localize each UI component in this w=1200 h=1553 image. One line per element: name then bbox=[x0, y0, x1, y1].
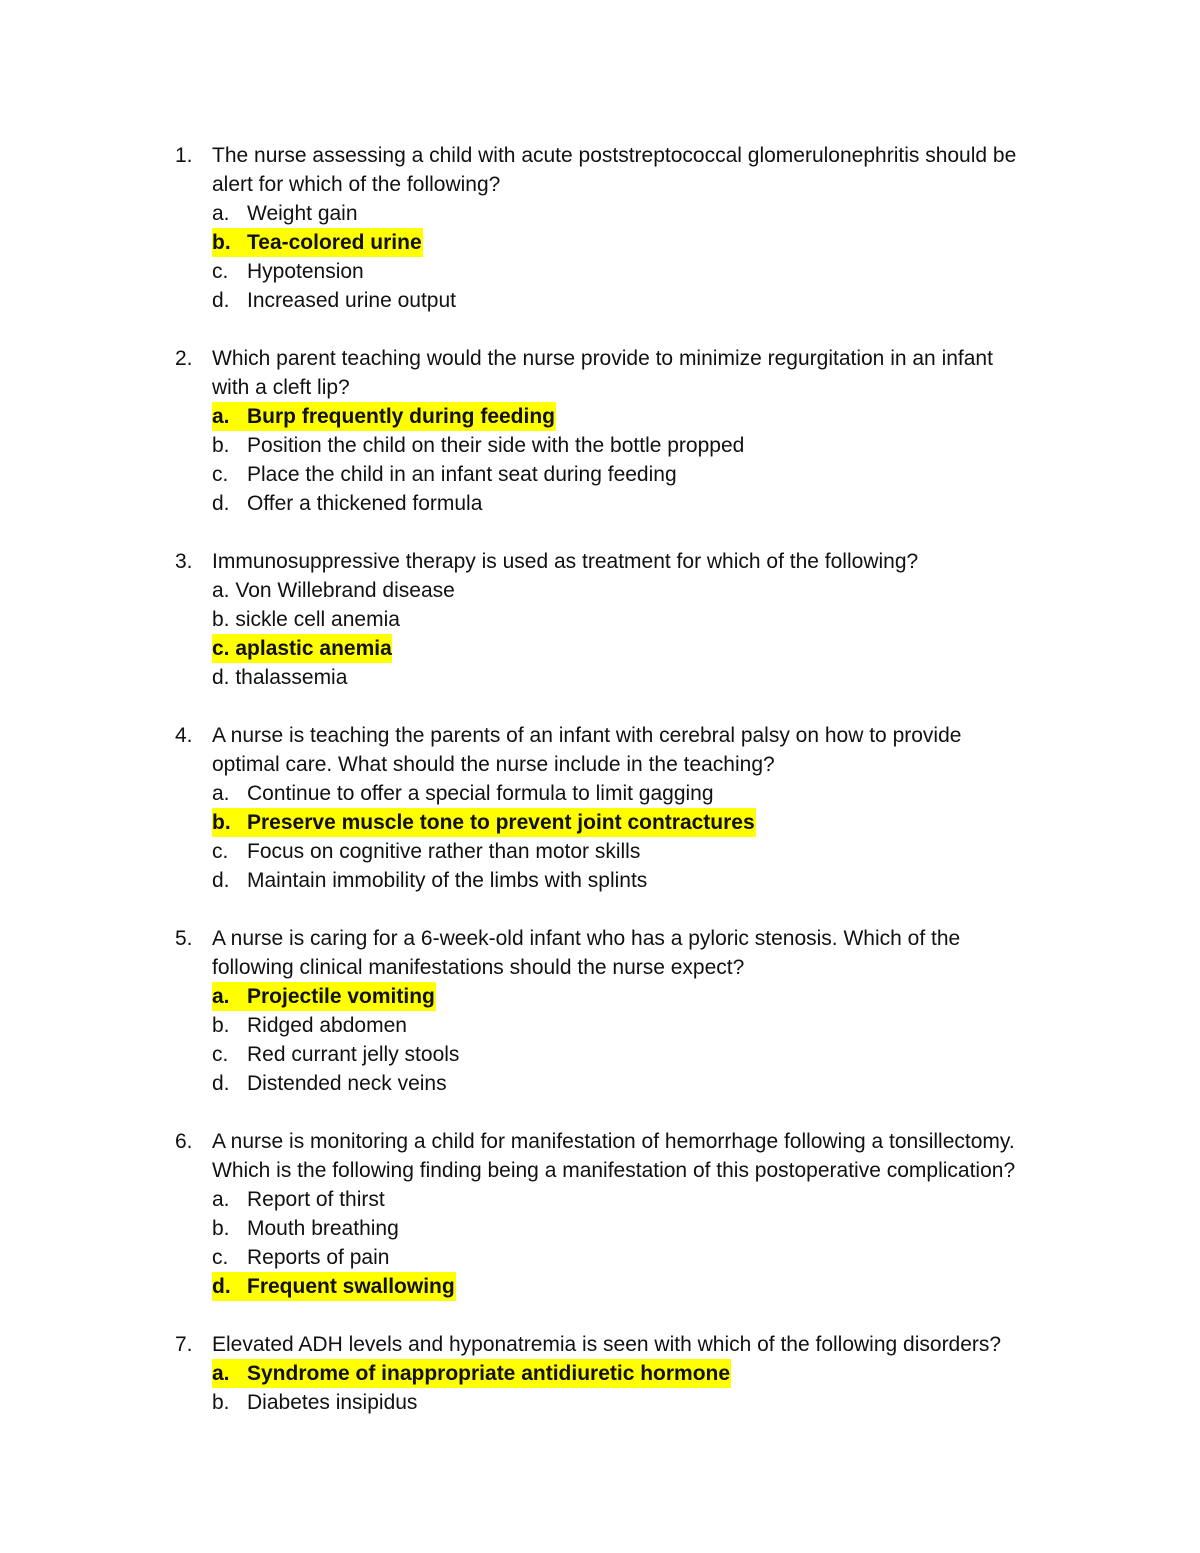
option-letter: d. bbox=[212, 1272, 251, 1301]
answer-option bbox=[0, 837, 1200, 866]
answer-option bbox=[0, 460, 1200, 489]
question-3 bbox=[0, 547, 1200, 692]
question-text: The nurse assessing a child with acute poststreptococcal glomerulonephritis should be bbox=[212, 144, 1017, 167]
option-text: Red currant jelly stools bbox=[247, 1043, 460, 1066]
question-number: 2. bbox=[175, 347, 193, 370]
option-letter: a. bbox=[212, 782, 230, 805]
answer-option bbox=[0, 431, 1200, 460]
question-number: 6. bbox=[175, 1130, 193, 1153]
answer-option-correct bbox=[0, 1272, 1200, 1301]
question-text: alert for which of the following? bbox=[212, 173, 501, 196]
option-text: Diabetes insipidus bbox=[247, 1391, 418, 1414]
option-letter: d. bbox=[212, 289, 230, 312]
option-text: Maintain immobility of the limbs with splints bbox=[247, 869, 648, 892]
answer-option bbox=[0, 1011, 1200, 1040]
question-5 bbox=[0, 924, 1200, 1098]
option-letter: c. bbox=[212, 840, 229, 863]
option-letter: a. bbox=[212, 982, 250, 1011]
question-line bbox=[0, 1156, 1200, 1185]
answer-option bbox=[0, 1185, 1200, 1214]
option-letter: a. bbox=[212, 402, 250, 431]
answer-option bbox=[0, 257, 1200, 286]
question-text: A nurse is caring for a 6-week-old infant who has a pyloric stenosis. Which of the bbox=[212, 927, 961, 950]
question-text: Elevated ADH levels and hyponatremia is seen with which of the following disorders? bbox=[212, 1333, 1002, 1356]
option-letter: c. bbox=[212, 260, 229, 283]
option-text: d. thalassemia bbox=[212, 666, 348, 689]
question-number: 4. bbox=[175, 724, 193, 747]
answer-option bbox=[0, 779, 1200, 808]
option-letter: a. bbox=[212, 1188, 230, 1211]
option-letter: b. bbox=[212, 1217, 230, 1240]
answer-option bbox=[0, 866, 1200, 895]
answer-option-correct bbox=[0, 228, 1200, 257]
answer-option bbox=[0, 1388, 1200, 1417]
option-letter: d. bbox=[212, 869, 230, 892]
option-text: Burp frequently during feeding bbox=[247, 402, 556, 431]
option-text: c. aplastic anemia bbox=[212, 634, 392, 663]
question-number: 5. bbox=[175, 927, 193, 950]
answer-option-correct bbox=[0, 808, 1200, 837]
option-text: Ridged abdomen bbox=[247, 1014, 407, 1037]
option-text: Continue to offer a special formula to limit gagging bbox=[247, 782, 714, 805]
question-text: Immunosuppressive therapy is used as treatment for which of the following? bbox=[212, 550, 919, 573]
option-letter: b. bbox=[212, 228, 251, 257]
option-text: Increased urine output bbox=[247, 289, 456, 312]
answer-option bbox=[0, 1214, 1200, 1243]
answer-option-correct bbox=[0, 402, 1200, 431]
option-letter: b. bbox=[212, 1014, 230, 1037]
question-2 bbox=[0, 344, 1200, 518]
answer-option bbox=[0, 199, 1200, 228]
question-line bbox=[0, 373, 1200, 402]
question-text: A nurse is monitoring a child for manifestation of hemorrhage following a tonsillectomy. bbox=[212, 1130, 1015, 1153]
answer-option-correct bbox=[0, 982, 1200, 1011]
option-letter: b. bbox=[212, 808, 251, 837]
option-letter: d. bbox=[212, 1072, 230, 1095]
question-number: 7. bbox=[175, 1333, 193, 1356]
answer-option bbox=[0, 286, 1200, 315]
answer-option bbox=[0, 605, 1200, 634]
option-text: Hypotension bbox=[247, 260, 364, 283]
option-letter: b. bbox=[212, 434, 230, 457]
option-text: Distended neck veins bbox=[247, 1072, 447, 1095]
answer-option-correct bbox=[0, 634, 1200, 663]
question-4 bbox=[0, 721, 1200, 895]
question-number: 3. bbox=[175, 550, 193, 573]
question-list bbox=[0, 141, 1200, 1446]
question-1 bbox=[0, 141, 1200, 315]
option-letter: c. bbox=[212, 1246, 229, 1269]
question-line bbox=[0, 141, 1200, 170]
question-line bbox=[0, 721, 1200, 750]
question-line bbox=[0, 1127, 1200, 1156]
question-text: with a cleft lip? bbox=[212, 376, 350, 399]
question-line bbox=[0, 547, 1200, 576]
option-text: Offer a thickened formula bbox=[247, 492, 483, 515]
option-letter: a. bbox=[212, 202, 230, 225]
option-text: Weight gain bbox=[247, 202, 358, 225]
option-text: Report of thirst bbox=[247, 1188, 385, 1211]
answer-option bbox=[0, 576, 1200, 605]
question-line bbox=[0, 344, 1200, 373]
option-text: Tea-colored urine bbox=[247, 228, 423, 257]
answer-option bbox=[0, 1243, 1200, 1272]
option-text: Reports of pain bbox=[247, 1246, 390, 1269]
option-letter: d. bbox=[212, 492, 230, 515]
answer-option-correct bbox=[0, 1359, 1200, 1388]
option-text: b. sickle cell anemia bbox=[212, 608, 400, 631]
option-letter: c. bbox=[212, 463, 229, 486]
option-text: Preserve muscle tone to prevent joint contractures bbox=[247, 808, 756, 837]
option-text: Place the child in an infant seat during feeding bbox=[247, 463, 677, 486]
option-text: Mouth breathing bbox=[247, 1217, 399, 1240]
option-text: Position the child on their side with the bottle propped bbox=[247, 434, 745, 457]
question-text: Which is the following finding being a manifestation of this postoperative complication? bbox=[212, 1159, 1016, 1182]
option-text: Projectile vomiting bbox=[247, 982, 436, 1011]
question-text: Which parent teaching would the nurse provide to minimize regurgitation in an infant bbox=[212, 347, 993, 370]
option-text: a. Von Willebrand disease bbox=[212, 579, 455, 602]
question-number: 1. bbox=[175, 144, 193, 167]
question-line bbox=[0, 750, 1200, 779]
option-letter: b. bbox=[212, 1391, 230, 1414]
option-letter: c. bbox=[212, 1043, 229, 1066]
question-line bbox=[0, 170, 1200, 199]
option-text: Syndrome of inappropriate antidiuretic hormone bbox=[247, 1359, 731, 1388]
question-line bbox=[0, 1330, 1200, 1359]
answer-option bbox=[0, 489, 1200, 518]
question-7 bbox=[0, 1330, 1200, 1417]
answer-option bbox=[0, 663, 1200, 692]
option-text: Focus on cognitive rather than motor skills bbox=[247, 840, 641, 863]
question-text: A nurse is teaching the parents of an infant with cerebral palsy on how to provide bbox=[212, 724, 962, 747]
option-letter: a. bbox=[212, 1359, 250, 1388]
option-text: Frequent swallowing bbox=[247, 1272, 456, 1301]
question-6 bbox=[0, 1127, 1200, 1301]
question-line bbox=[0, 953, 1200, 982]
answer-option bbox=[0, 1069, 1200, 1098]
question-line bbox=[0, 924, 1200, 953]
question-text: following clinical manifestations should the nurse expect? bbox=[212, 956, 745, 979]
question-text: optimal care. What should the nurse include in the teaching? bbox=[212, 753, 775, 776]
answer-option bbox=[0, 1040, 1200, 1069]
